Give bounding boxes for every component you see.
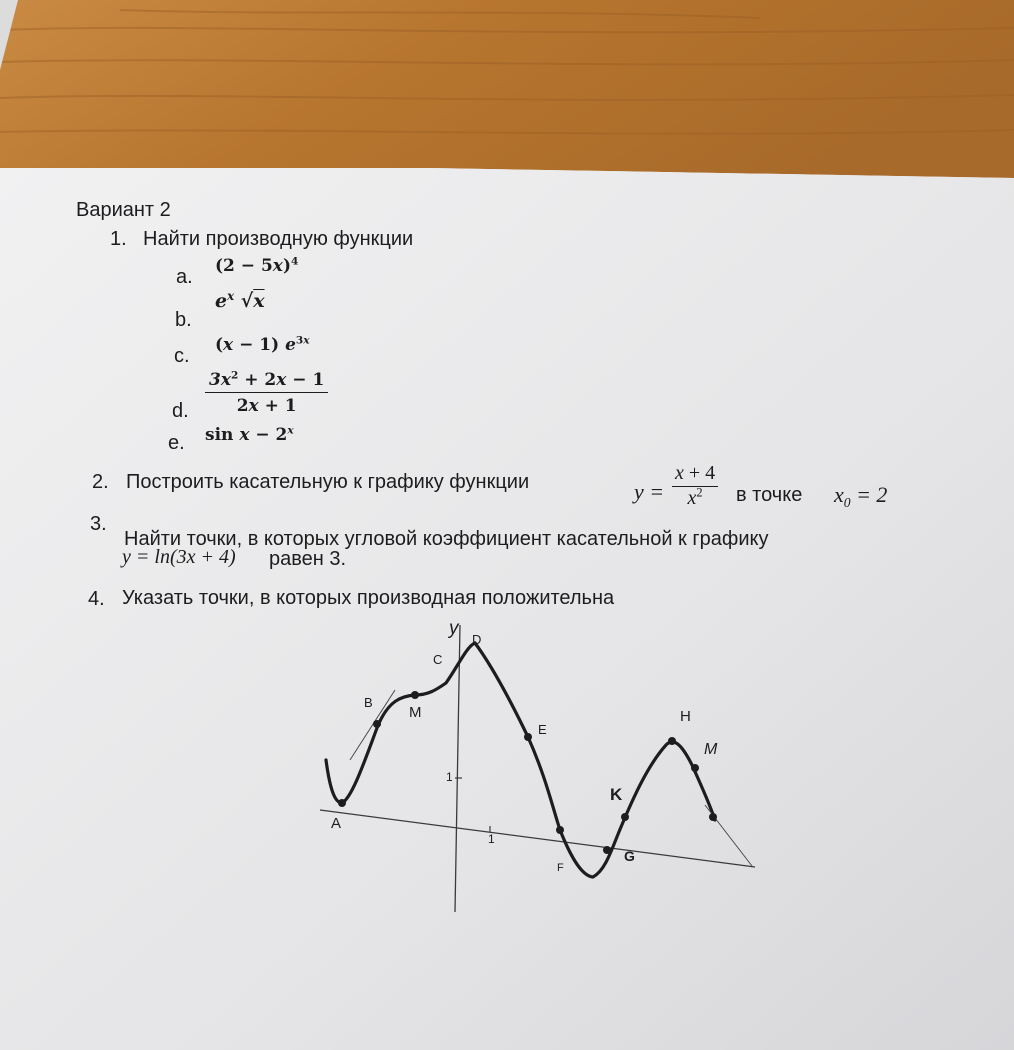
- curve-points: [338, 691, 717, 854]
- task1-item-c-label: c.: [174, 345, 190, 367]
- label-a: A: [331, 815, 342, 832]
- task1-item-d-formula: $\frac{3x^2 + 2x - 1}{2x + 1}$: [205, 370, 328, 416]
- label-m: M: [409, 704, 422, 721]
- point-m2: [691, 764, 699, 772]
- task1-text: Найти производную функции: [143, 228, 414, 250]
- point-m: [411, 691, 419, 699]
- point-k: [621, 813, 629, 821]
- point-a: [338, 799, 346, 807]
- task3-func: y = ln(3x + 4): [122, 546, 236, 568]
- task2-func-lhs: y =: [634, 479, 665, 504]
- label-e: E: [538, 722, 547, 737]
- task2-text: Построить касательную к графику функции: [126, 471, 530, 493]
- point-end: [709, 813, 717, 821]
- variant-title: Вариант 2: [76, 199, 171, 221]
- label-g: G: [624, 848, 635, 864]
- task2-func-fraction: $\frac{x + 4}{x^2}$: [672, 462, 718, 510]
- task1-item-a-formula: $(2 - 5x)^4$: [215, 255, 299, 276]
- axis-y-label: y: [449, 618, 459, 639]
- task4-text: Указать точки, в которых производная положительна: [122, 587, 615, 609]
- label-m2: M: [704, 741, 718, 758]
- task1-item-c-formula: (x − 1) $e^{3x}$: [215, 334, 310, 355]
- task1-number: 1.: [110, 228, 127, 250]
- task1-item-b-label: b.: [175, 309, 192, 331]
- tick-marks: [455, 778, 490, 832]
- task1-item-e-label: e.: [168, 432, 185, 454]
- point-h: [668, 737, 676, 745]
- x-axis: [320, 810, 755, 867]
- task1-item-d-label: d.: [172, 400, 189, 422]
- label-k: K: [610, 785, 623, 804]
- task3-line2: равен 3.: [269, 548, 347, 570]
- label-b: B: [364, 695, 373, 710]
- label-d: D: [472, 632, 482, 647]
- task3-line1: Найти точки, в которых угловой коэффициент касательной к графику: [124, 528, 769, 550]
- point-g: [603, 846, 611, 854]
- task1-item-b-formula: $e^x$ √x: [215, 288, 265, 312]
- tick-x-label: 1: [488, 832, 495, 846]
- function-curve: [326, 643, 718, 877]
- point-e: [524, 733, 532, 741]
- label-c: C: [433, 652, 443, 667]
- task4-number: 4.: [88, 588, 105, 610]
- tick-y-label: 1: [446, 770, 453, 784]
- point-b: [373, 720, 381, 728]
- task1-item-a-label: a.: [176, 266, 193, 288]
- task2-number: 2.: [92, 471, 109, 493]
- task1-item-e-formula: $\sin x - 2^x$: [205, 424, 294, 445]
- label-f: F: [557, 862, 564, 874]
- task2-point-text: в точке: [736, 484, 803, 506]
- label-h: H: [680, 708, 691, 725]
- task2-point: $x_0 = 2$: [834, 482, 888, 510]
- point-f: [556, 826, 564, 834]
- wooden-table: [0, 0, 1014, 190]
- function-graph: [300, 610, 770, 920]
- axes: [320, 625, 755, 912]
- task3-number: 3.: [90, 513, 107, 535]
